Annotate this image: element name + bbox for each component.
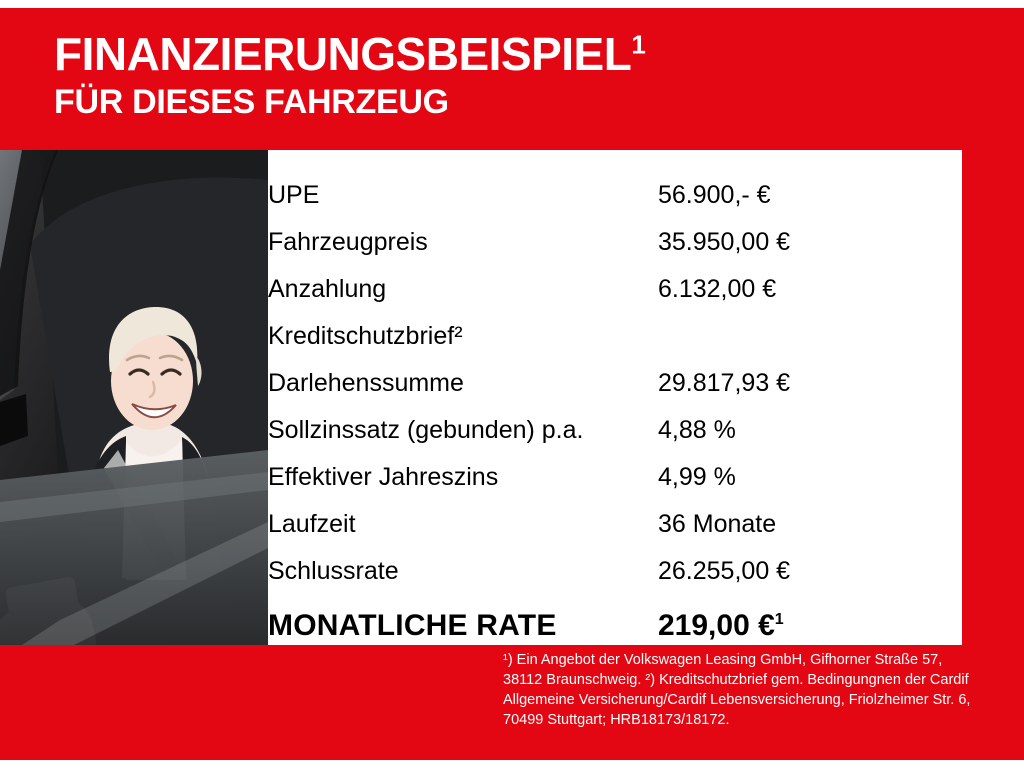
photo-illustration — [0, 150, 268, 645]
finance-terms-table — [268, 172, 962, 652]
monthly-rate-row — [268, 595, 962, 652]
monthly-rate-label: MONATLICHE RATE — [268, 609, 557, 642]
legal-footnote: ¹) Ein Angebot der Volkswagen Leasing GmbH, Gifhorner Straße 57, 38112 Braunschweig. ²) Kreditschutzbrief gem. Bedingungnen der Cardif Allgemeine Versicherung/Cardif Lebensversicherung, Friolzheimer Str. 6, 70499 Stuttgart; HRB18173/18172. — [503, 652, 971, 728]
table-row — [268, 266, 962, 313]
page-title — [54, 28, 954, 80]
term-label: Laufzeit — [268, 510, 356, 538]
term-value: 4,88 % — [658, 416, 736, 444]
term-value: 36 Monate — [658, 510, 777, 538]
monthly-rate-value — [658, 595, 962, 652]
header — [54, 28, 954, 122]
page-title-footnote-marker: 1 — [631, 29, 646, 60]
table-row — [268, 407, 962, 454]
finance-terms-card — [268, 150, 962, 645]
term-value: 35.950,00 € — [658, 228, 791, 256]
table-row — [268, 548, 962, 595]
table-row — [268, 454, 962, 501]
term-value: 29.817,93 € — [658, 369, 791, 397]
term-value — [658, 313, 962, 360]
term-label: UPE — [268, 181, 320, 209]
table-row — [268, 219, 962, 266]
term-label: Sollzinssatz (gebunden) p.a. — [268, 416, 584, 444]
term-value: 6.132,00 € — [658, 275, 777, 303]
term-value: 56.900,- € — [658, 181, 771, 209]
term-value: 26.255,00 € — [658, 557, 791, 585]
term-label: Kreditschutzbrief² — [268, 322, 463, 350]
monthly-rate-footnote-marker: 1 — [774, 611, 784, 628]
page-subtitle: FÜR DIESES FAHRZEUG — [54, 83, 449, 121]
term-label: Anzahlung — [268, 275, 387, 303]
page-title-text: FINANZIERUNGSBEISPIEL — [54, 28, 632, 80]
term-label: Schlussrate — [268, 557, 399, 585]
term-value: 4,99 % — [658, 463, 736, 491]
term-label: Fahrzeugpreis — [268, 228, 428, 256]
table-row — [268, 501, 962, 548]
table-row — [268, 172, 962, 219]
table-row — [268, 360, 962, 407]
term-label: Darlehenssumme — [268, 369, 464, 397]
term-label: Effektiver Jahreszins — [268, 463, 499, 491]
table-row — [268, 313, 962, 360]
monthly-rate-amount: 219,00 € — [658, 609, 775, 642]
vehicle-photo — [0, 150, 268, 645]
